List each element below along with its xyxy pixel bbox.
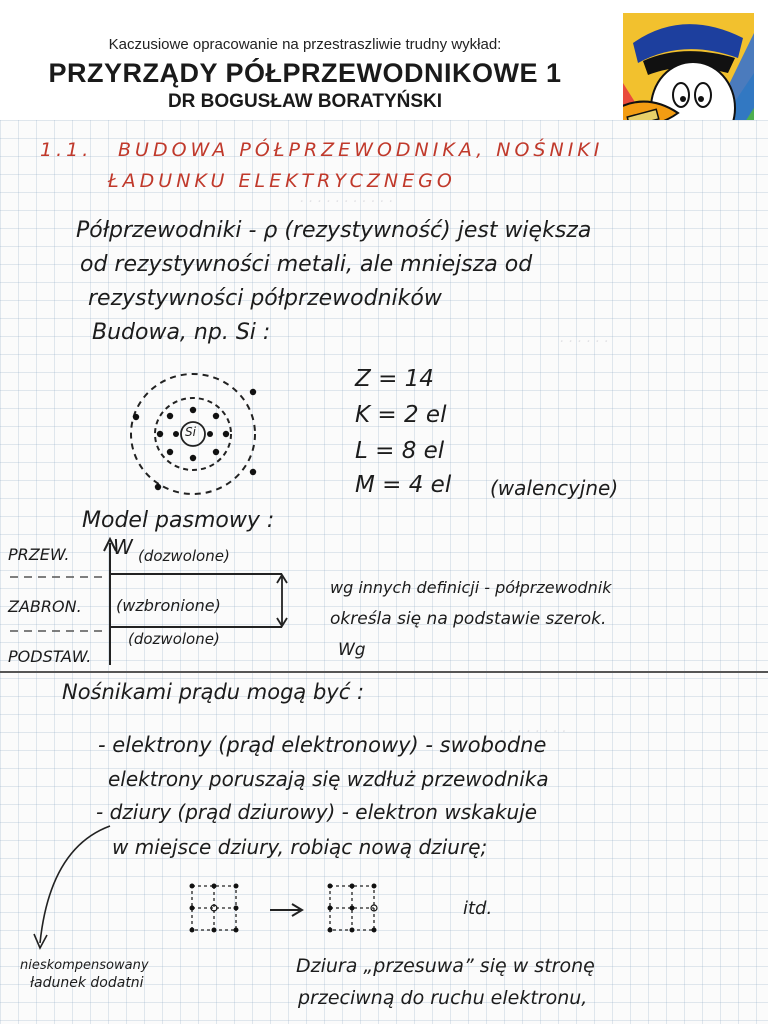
hole-movement-line1: Dziura „przesuwa” się w stronę xyxy=(296,955,595,977)
side-note-line1: nieskompensowany xyxy=(20,958,149,973)
section-heading-line1: BUDOWA PÓŁPRZEWODNIKA, NOŚNIKI xyxy=(118,139,604,161)
shell-k: K = 2 el xyxy=(355,402,447,428)
side-note-arrow xyxy=(20,818,120,958)
hole-movement-diagram xyxy=(180,876,410,946)
carrier-holes-line2: w miejsce dziury, robiąc nową dziurę; xyxy=(112,835,488,859)
band-label-przew: PRZEW. xyxy=(8,545,70,564)
shell-m: M = 4 el xyxy=(355,472,452,498)
intro-line-4: Budowa, np. Si : xyxy=(92,320,271,345)
bleed-through-text: . . . . . . . . . . . xyxy=(300,190,394,206)
section-divider xyxy=(0,671,768,673)
band-note-line3: Wg xyxy=(338,640,366,660)
document-author: DR BOGUSŁAW BORATYŃSKI xyxy=(167,91,443,112)
carrier-electrons-line2: elektrony poruszają się wzdłuż przewodnika xyxy=(108,767,549,791)
band-model-heading: Model pasmowy : xyxy=(82,508,275,533)
carrier-holes-line1: - dziury (prąd dziurowy) - elektron wskakuje xyxy=(96,800,538,824)
bleed-through-text: . . . . . . xyxy=(560,330,609,346)
shell-l: L = 8 el xyxy=(355,438,445,464)
band-allowed-bottom: (dozwolone) xyxy=(128,630,220,648)
intro-line-3: rezystywności półprzewodników xyxy=(88,286,442,311)
carriers-heading: Nośnikami prądu mogą być : xyxy=(62,680,365,704)
hole-movement-line2: przeciwną do ruchu elektronu, xyxy=(298,987,588,1009)
shell-m-note: (walencyjne) xyxy=(490,476,619,500)
section-number: 1.1. xyxy=(40,139,93,161)
band-label-zabron: ZABRON. xyxy=(8,597,82,616)
band-allowed-top: (dozwolone) xyxy=(138,547,230,565)
band-axis-label: W xyxy=(113,535,133,559)
intro-line-2: od rezystywności metali, ale mniejsza od xyxy=(80,252,533,277)
atom-symbol: Si xyxy=(185,425,196,439)
band-label-podstaw: PODSTAW. xyxy=(8,647,92,666)
band-note-line1: wg innych definicji - półprzewodnik xyxy=(330,578,612,597)
bleed-through-text: . . . . . . . . xyxy=(500,720,567,736)
atomic-number: Z = 14 xyxy=(355,366,434,392)
section-heading-line2: ŁADUNKU ELEKTRYCZNEGO xyxy=(108,170,456,192)
itd-text: itd. xyxy=(463,898,493,919)
carrier-electrons-line1: - elektrony (prąd elektronowy) - swobodne xyxy=(98,733,547,757)
intro-line-1: Półprzewodniki - ρ (rezystywność) jest większa xyxy=(76,218,592,243)
band-forbidden: (wzbronione) xyxy=(116,596,221,615)
document-title: PRZYRZĄDY PÓŁPRZEWODNIKOWE 1 xyxy=(48,58,562,88)
band-note-line2: określa się na podstawie szerok. xyxy=(330,609,607,629)
document-subtitle: Kaczusiowe opracowanie na przestraszliwie trudny wykład: xyxy=(108,36,502,53)
side-note-line2: ładunek dodatni xyxy=(30,975,144,991)
